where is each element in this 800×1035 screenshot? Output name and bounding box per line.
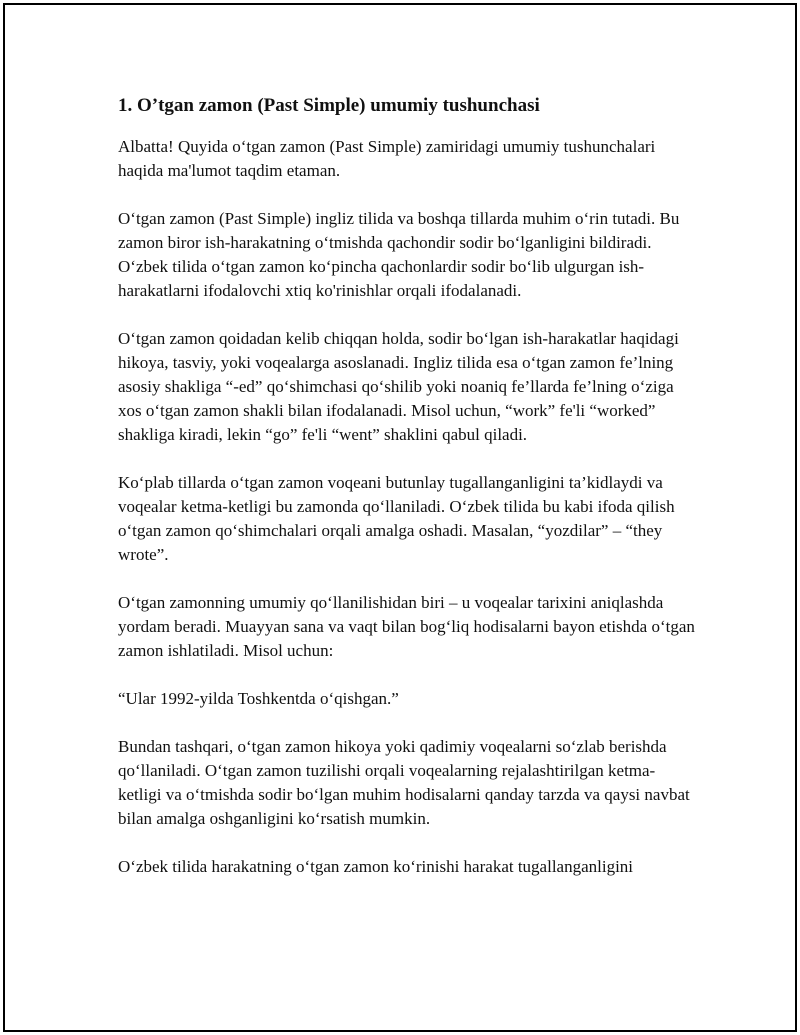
paragraph-final: O‘zbek tilida harakatning o‘tgan zamon ko‘rinishi harakat tugallanganligini <box>118 857 634 876</box>
paragraph-definition: O‘tgan zamon (Past Simple) ingliz tilida va boshqa tillarda muhim o‘rin tutadi. Bu zamon biror ish-harakatning o‘tmishda qachondir sodir bo‘lganligini bildiradi. O‘zbek tilida o‘tgan zamon ko‘pincha qachonlardir sodir bo‘lib ulgurgan ish-harakatlarni ifodalovchi xtiq ko'rinishlar orqali ifodalanadi. <box>118 209 680 300</box>
paragraph-narrative: Bundan tashqari, o‘tgan zamon hikoya yoki qadimiy voqealarni so‘zlab berishda qo‘llaniladi. O‘tgan zamon tuzilishi orqali voqealarning rejalashtirilgan ketma-ketligi va o‘tmishda sodir bo‘lgan muhim hodisalarni qanday tarzda va qaysi navbat bilan amalga oshganligini ko‘rsatish mumkin. <box>118 737 690 828</box>
paragraph-formation: O‘tgan zamon qoidadan kelib chiqqan holda, sodir bo‘lgan ish-harakatlar haqidagi hikoya, tasviy, yoki voqealarga asoslanadi. Ingliz tilida esa o‘tgan zamon fe’lning asosiy shakliga “-ed” qo‘shimchasi qo‘shilib yoki noaniq fe’llarda fe’lning o‘ziga xos o‘tgan zamon shakli bilan ifodalanadi. Misol uchun, “work” fe'li “worked” shakliga kiradi, lekin “go” fe'li “went” shaklini qabul qiladi. <box>118 329 679 444</box>
section-heading: 1. O’tgan zamon (Past Simple) umumiy tushunchasi <box>118 95 540 116</box>
paragraph-usage: O‘tgan zamonning umumiy qo‘llanilishidan biri – u voqealar tarixini aniqlashda yordam beradi. Muayyan sana va vaqt bilan bog‘liq hodisalarni bayon etishda o‘tgan zamon ishlatiladi. Misol uchun: <box>118 593 695 660</box>
paragraph-intro: Albatta! Quyida o‘tgan zamon (Past Simple) zamiridagi umumiy tushunchalari haqida ma'lumot taqdim etaman. <box>118 137 656 180</box>
paragraph-completion: Ko‘plab tillarda o‘tgan zamon voqeani butunlay tugallanganligini ta’kidlaydi va voqealar ketma-ketligi bu zamonda qo‘llaniladi. O‘zbek tilida bu kabi ifoda qilish o‘tgan zamon qo‘shimchalari orqali amalga oshadi. Masalan, “yozdilar” – “they wrote”. <box>118 473 675 564</box>
paragraph-example: “Ular 1992-yilda Toshkentda o‘qishgan.” <box>118 689 399 708</box>
document-body <box>118 94 698 879</box>
